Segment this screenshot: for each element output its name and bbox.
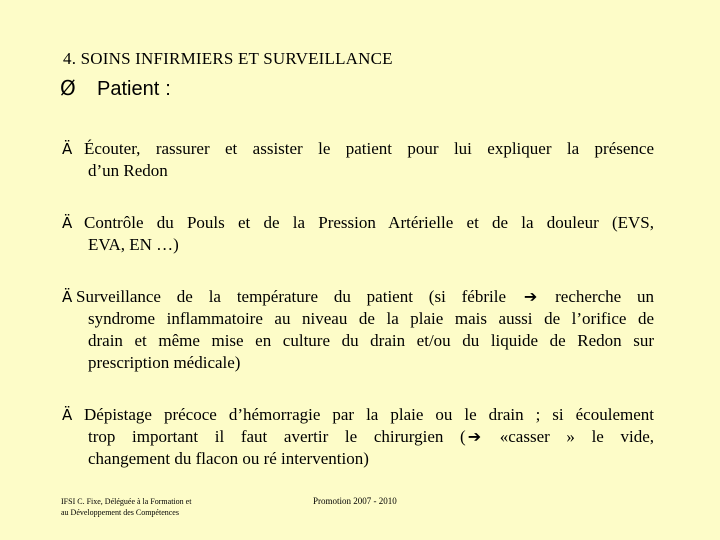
list-item-text: drain et même mise en culture du drain et/ou du liquide de Redon sur xyxy=(88,331,654,350)
subheading-colon: : xyxy=(165,78,171,100)
list-item xyxy=(62,212,654,256)
list-item xyxy=(62,286,654,374)
list-item-text: trop important il faut avertir le chirurgien ( xyxy=(88,427,466,446)
list-item xyxy=(62,404,654,470)
section-heading: 4. SOINS INFIRMIERS ET SURVEILLANCE xyxy=(63,49,393,68)
list-item-text: Écouter, rassurer et assister le patient pour lui expliquer la présence xyxy=(84,139,654,158)
list-item xyxy=(62,138,654,182)
pointing-hand-icon: Ä xyxy=(62,406,73,424)
right-arrow-icon: ➔ xyxy=(467,427,482,446)
footer-credit xyxy=(61,496,221,518)
list-item-text: «casser » le vide, xyxy=(499,427,655,446)
pointing-hand-icon: Ä xyxy=(62,214,73,232)
arrow-bullet-icon: Ø xyxy=(60,76,76,100)
subheading-label: Patient xyxy=(97,78,160,100)
list-item-text: d’un Redon xyxy=(88,161,168,180)
right-arrow-icon: ➔ xyxy=(523,287,538,306)
list-item-text: recherche un xyxy=(555,287,655,306)
subheading xyxy=(60,76,171,101)
pointing-hand-icon: Ä xyxy=(62,140,73,158)
list-item-text: changement du flacon ou ré intervention) xyxy=(88,449,369,468)
footer-credit-line: IFSI C. Fixe, Déléguée à la Formation et xyxy=(61,497,192,506)
list-item-text: prescription médicale) xyxy=(88,353,241,372)
list-item-text: syndrome inflammatoire au niveau de la plaie mais aussi de l’orifice de xyxy=(88,309,654,328)
pointing-hand-icon: Ä xyxy=(62,288,73,306)
list-item-text: Surveillance de la température du patient (si fébrile xyxy=(76,287,506,306)
list-item-text: EVA, EN …) xyxy=(88,235,179,254)
footer-promotion: Promotion 2007 - 2010 xyxy=(313,496,397,506)
list-item-text: Contrôle du Pouls et de la Pression Artérielle et de la douleur (EVS, xyxy=(84,213,654,232)
list-item-text: Dépistage précoce d’hémorragie par la plaie ou le drain ; si écoulement xyxy=(84,405,654,424)
footer-credit-line: au Développement des Compétences xyxy=(61,508,179,517)
